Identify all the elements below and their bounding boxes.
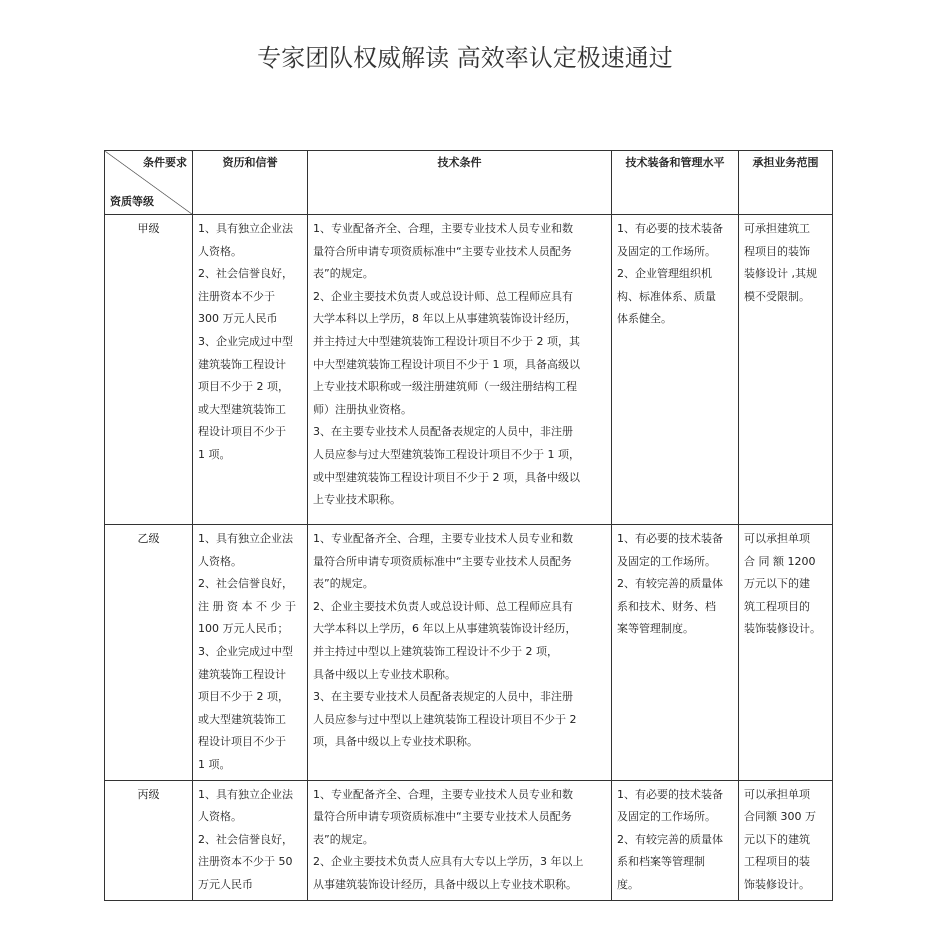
credit-line: 注册资本不少于 50 [198, 855, 293, 869]
tech-line: 具备中级以上专业技术职称。 [313, 667, 456, 681]
header-tech: 技术条件 [308, 151, 612, 215]
credit-line: 300 万元人民币 [198, 312, 278, 326]
credit-line: 项目不少于 2 项， [198, 380, 289, 394]
tech-line: 中大型建筑装饰工程设计项目不少于 1 项，具备高级以 [313, 357, 580, 371]
grade-cell: 丙级 [105, 780, 193, 900]
scope-line: 可以承担单项 [744, 532, 810, 545]
credit-cell [193, 215, 308, 525]
credit-line: 或大型建筑装饰工 [198, 712, 286, 726]
equipment-cell [612, 780, 739, 900]
credit-line: 程设计项目不少于 [198, 425, 286, 439]
scope-line: 工程项目的装 [744, 855, 810, 869]
tech-line: 3、在主要专业技术人员配备表规定的人员中，非注册 [313, 425, 573, 439]
scope-line: 合同额 300 万 [744, 810, 816, 824]
equipment-line: 2、有较完善的质量体 [617, 577, 723, 591]
tech-line: 量符合所申请专项资质标准中“主要专业技术人员配务 [313, 810, 572, 824]
credit-line: 注册资本不少于 [198, 289, 275, 303]
credit-line: 2、社会信誉良好， [198, 267, 293, 281]
equipment-line: 2、有较完善的质量体 [617, 832, 723, 846]
tech-line: 表”的规定。 [313, 577, 374, 591]
tech-line: 大学本科以上学历，6 年以上从事建筑装饰设计经历， [313, 622, 577, 636]
scope-line: 装饰装修设计。 [744, 622, 821, 636]
tech-line: 量符合所申请专项资质标准中“主要专业技术人员配务 [313, 554, 572, 568]
diagonal-header-cell [105, 151, 193, 215]
tech-line: 或中型建筑装饰工程设计项目不少于 2 项，具备中级以 [313, 470, 580, 484]
scope-line: 合 同 额 1200 [744, 554, 816, 568]
equipment-line: 1、有必要的技术装备 [617, 787, 723, 801]
equipment-cell [612, 215, 739, 525]
equipment-line: 度。 [617, 877, 639, 891]
equipment-line: 及固定的工作场所。 [617, 554, 716, 568]
equipment-line: 及固定的工作场所。 [617, 244, 716, 258]
table-row [105, 215, 833, 525]
equipment-line: 1、有必要的技术装备 [617, 222, 723, 235]
credit-line: 1 项。 [198, 447, 231, 461]
credit-cell [193, 525, 308, 781]
credit-line: 或大型建筑装饰工 [198, 402, 286, 416]
tech-line: 2、企业主要技术负责人或总设计师、总工程师应具有 [313, 289, 573, 303]
scope-line: 可以承担单项 [744, 787, 810, 801]
scope-cell [739, 215, 833, 525]
scope-line: 装修设计 ,其规 [744, 267, 817, 281]
equipment-cell [612, 525, 739, 781]
credit-line: 人资格。 [198, 554, 242, 568]
equipment-line: 系和档案等管理制 [617, 855, 705, 869]
scope-cell [739, 780, 833, 900]
credit-line: 3、企业完成过中型 [198, 644, 293, 658]
scope-line: 饰装修设计。 [744, 877, 810, 891]
grade-cell: 甲级 [105, 215, 193, 525]
credit-line: 人资格。 [198, 244, 242, 258]
tech-line: 3、在主要专业技术人员配备表规定的人员中，非注册 [313, 690, 573, 704]
credit-line: 100 万元人民币； [198, 622, 289, 636]
equipment-line: 2、企业管理组织机 [617, 267, 712, 281]
tech-line: 从事建筑装饰设计经历，具备中级以上专业技术职称。 [313, 877, 577, 891]
credit-line: 1、具有独立企业法 [198, 222, 293, 235]
tech-line: 人员应参与过中型以上建筑装饰工程设计项目不少于 2 [313, 712, 577, 726]
credit-line: 1、具有独立企业法 [198, 532, 293, 545]
scope-line: 可承担建筑工 [744, 222, 810, 235]
credit-cell [193, 780, 308, 900]
equipment-line: 案等管理制度。 [617, 622, 694, 636]
tech-line: 上专业技术职称。 [313, 493, 401, 507]
equipment-line: 及固定的工作场所。 [617, 810, 716, 824]
credit-line: 程设计项目不少于 [198, 735, 286, 749]
scope-line: 元以下的建筑 [744, 832, 810, 846]
tech-line: 表”的规定。 [313, 832, 374, 846]
credit-line: 1、具有独立企业法 [198, 787, 293, 801]
credit-line: 万元人民币 [198, 877, 253, 891]
equipment-line: 1、有必要的技术装备 [617, 532, 723, 545]
credit-line: 3、企业完成过中型 [198, 334, 293, 348]
header-grade-label: 资质等级 [110, 195, 154, 208]
grade-cell: 乙级 [105, 525, 193, 781]
scope-line: 万元以下的建 [744, 577, 810, 591]
header-credit: 资历和信誉 [193, 151, 308, 215]
credit-line: 2、社会信誉良好， [198, 577, 293, 591]
header-row [105, 151, 833, 215]
tech-line: 1、专业配备齐全、合理，主要专业技术人员专业和数 [313, 532, 573, 545]
page-title: 专家团队权威解读 高效率认定极速通过 [257, 44, 673, 72]
tech-line: 并主持过大中型建筑装饰工程设计项目不少于 2 项，其 [313, 334, 580, 348]
equipment-line: 系和技术、财务、档 [617, 599, 716, 613]
credit-line: 建筑装饰工程设计 [198, 667, 286, 681]
scope-line: 模不受限制。 [744, 289, 810, 303]
scope-cell [739, 525, 833, 781]
tech-line: 1、专业配备齐全、合理，主要专业技术人员专业和数 [313, 222, 573, 235]
tech-line: 量符合所申请专项资质标准中“主要专业技术人员配务 [313, 244, 572, 258]
tech-line: 上专业技术职称或一级注册建筑师（一级注册结构工程 [313, 380, 577, 394]
credit-line: 1 项。 [198, 757, 231, 771]
table-row [105, 780, 833, 900]
tech-line: 师）注册执业资格。 [313, 402, 412, 416]
table-row [105, 525, 833, 781]
tech-line: 并主持过中型以上建筑装饰工程设计不少于 2 项， [313, 644, 558, 658]
qualification-table [104, 150, 833, 901]
scope-line: 筑工程项目的 [744, 599, 810, 613]
credit-line: 人资格。 [198, 810, 242, 824]
tech-line: 2、企业主要技术负责人应具有大专以上学历，3 年以上 [313, 855, 584, 869]
equipment-line: 体系健全。 [617, 312, 672, 326]
tech-line: 2、企业主要技术负责人或总设计师、总工程师应具有 [313, 599, 573, 613]
credit-line: 建筑装饰工程设计 [198, 357, 286, 371]
tech-cell [308, 215, 612, 525]
tech-line: 表”的规定。 [313, 267, 374, 281]
tech-line: 人员应参与过大型建筑装饰工程设计项目不少于 1 项， [313, 447, 580, 461]
tech-cell [308, 780, 612, 900]
scope-line: 程项目的装饰 [744, 244, 810, 258]
header-equipment: 技术装备和管理水平 [612, 151, 739, 215]
credit-line: 项目不少于 2 项， [198, 690, 289, 704]
tech-line: 1、专业配备齐全、合理，主要专业技术人员专业和数 [313, 787, 573, 801]
equipment-line: 构、标准体系、质量 [617, 289, 716, 303]
credit-line: 注 册 资 本 不 少 于 [198, 599, 296, 613]
tech-line: 大学本科以上学历，8 年以上从事建筑装饰设计经历， [313, 312, 577, 326]
tech-cell [308, 525, 612, 781]
credit-line: 2、社会信誉良好， [198, 832, 293, 846]
header-scope: 承担业务范围 [739, 151, 833, 215]
tech-line: 项，具备中级以上专业技术职称。 [313, 735, 478, 749]
header-condition-label: 条件要求 [143, 156, 187, 169]
